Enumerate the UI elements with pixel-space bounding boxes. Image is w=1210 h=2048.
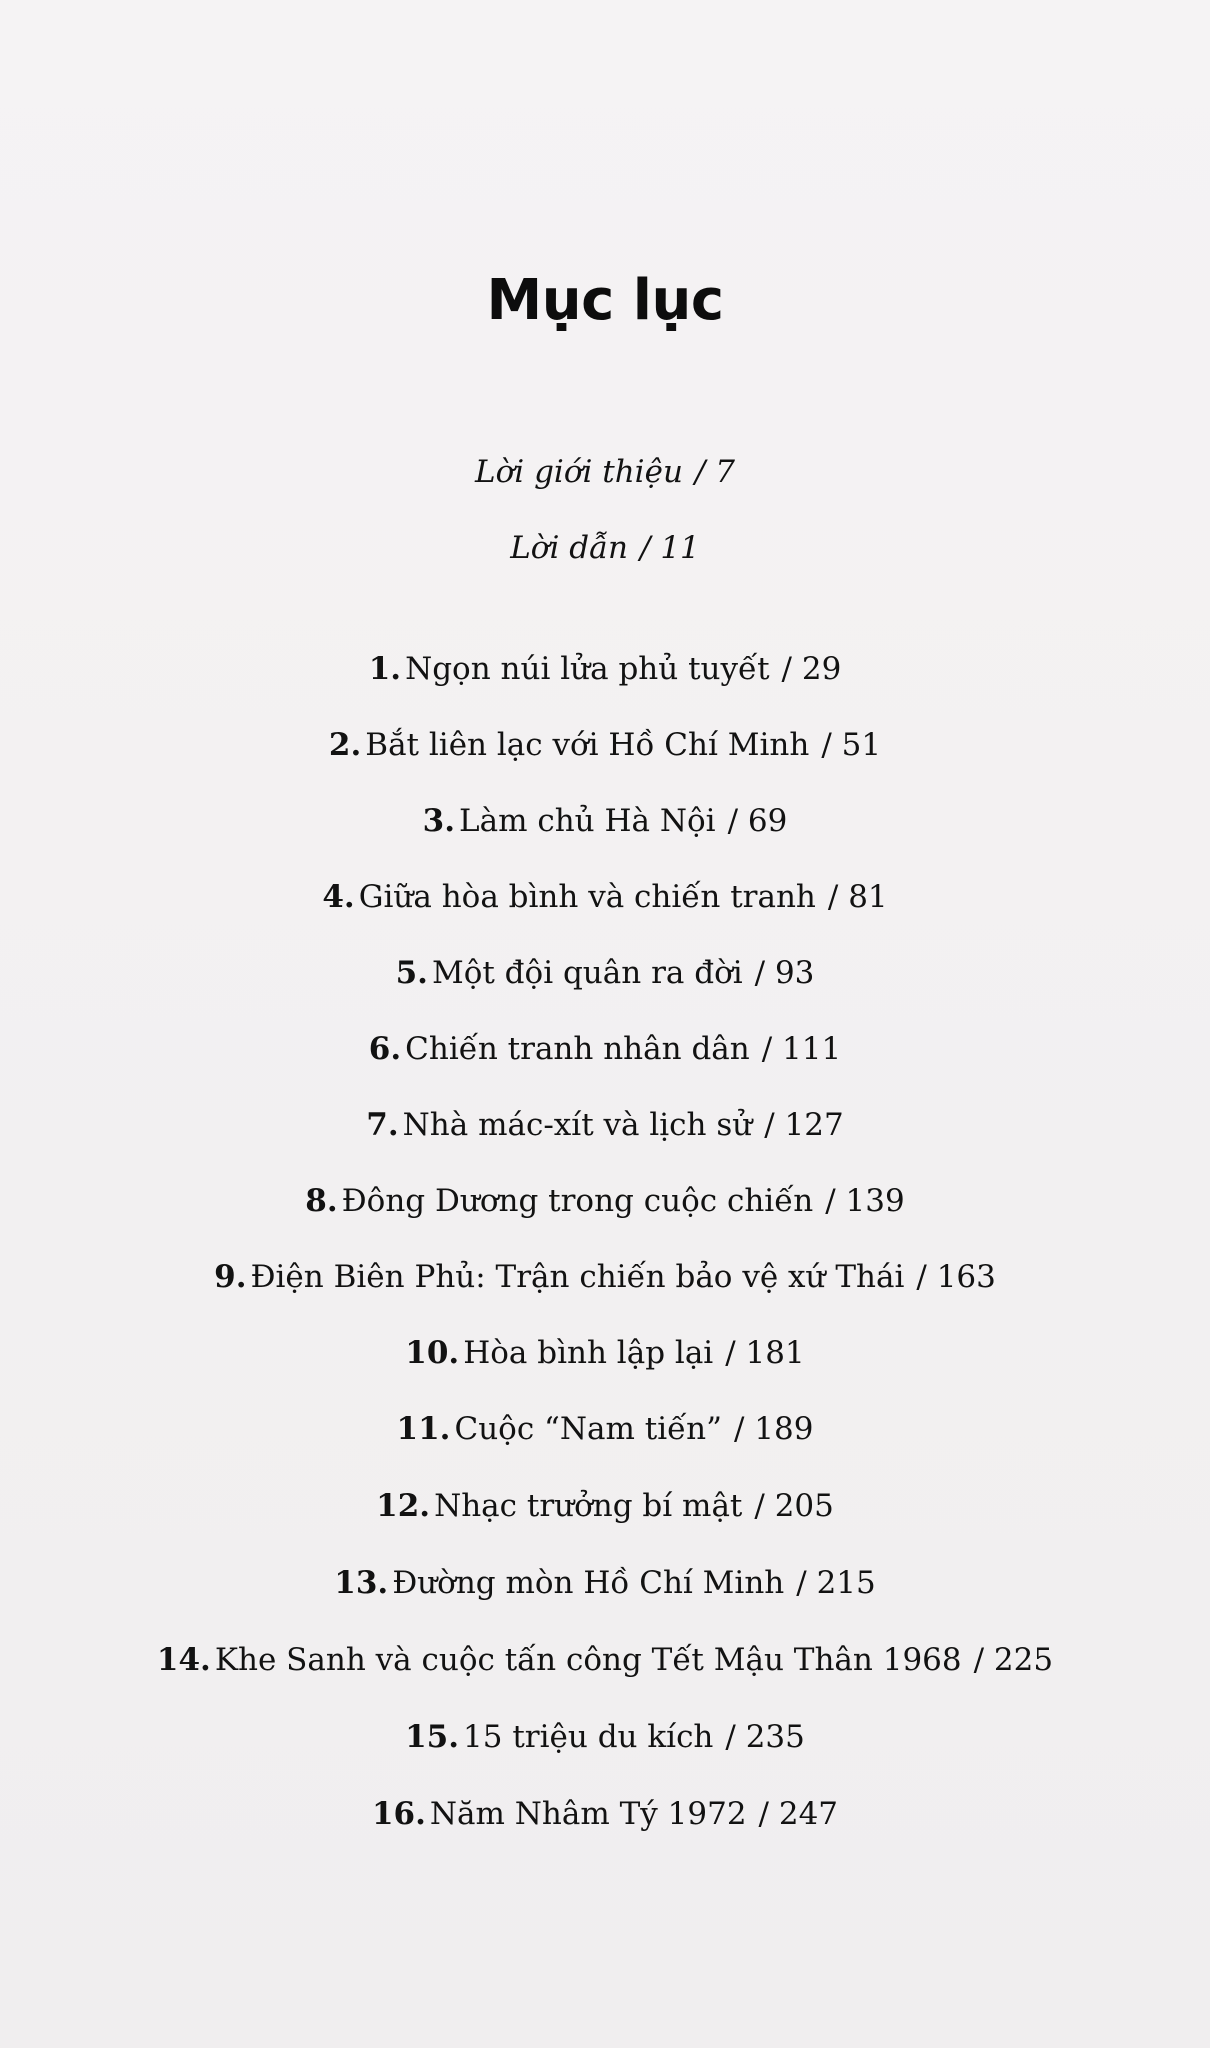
toc-entry-chapter-11: [0, 1411, 1210, 1447]
toc-entry-number: 7.: [366, 1107, 399, 1143]
toc-entry-title: Đường mòn Hồ Chí Minh: [392, 1565, 785, 1601]
toc-entry-chapter-9: [0, 1259, 1210, 1295]
toc-entry-number: 10.: [405, 1335, 460, 1371]
toc-entry-number: 13.: [334, 1565, 389, 1601]
toc-entry-chapter-5: [0, 955, 1210, 991]
toc-entry-page: / 205: [754, 1488, 834, 1524]
toc-entry-page: / 215: [796, 1565, 876, 1601]
toc-entry-number: 1.: [368, 651, 402, 687]
toc-entry-page: / 93: [754, 955, 815, 991]
toc-entry-chapter-16: [0, 1796, 1210, 1832]
toc-entry-title: Đông Dương trong cuộc chiến: [341, 1183, 814, 1219]
toc-entry-page: / 81: [827, 879, 888, 915]
toc-entry-page: / 69: [727, 803, 788, 839]
toc-entry-number: 8.: [305, 1183, 338, 1219]
toc-entry-title: Ngọn núi lửa phủ tuyết: [405, 651, 770, 687]
toc-entry-page: / 235: [725, 1719, 805, 1755]
toc-entry-title: Nhạc trưởng bí mật: [434, 1488, 743, 1524]
toc-entry-title: Khe Sanh và cuộc tấn công Tết Mậu Thân 1968: [214, 1642, 962, 1678]
page-title: Mục lục: [486, 268, 724, 333]
toc-entry-page: / 11: [640, 530, 700, 566]
toc-entry-title: Lời giới thiệu: [475, 454, 683, 490]
toc-entry-chapter-8: [0, 1183, 1210, 1219]
toc-entry-title: Chiến tranh nhân dân: [405, 1031, 750, 1067]
toc-entry-chapter-14: [0, 1642, 1210, 1678]
toc-entry-page: / 139: [825, 1183, 905, 1219]
toc-entry-chapter-6: [0, 1031, 1210, 1067]
toc-entry-title: Năm Nhâm Tý 1972: [429, 1796, 747, 1832]
toc-entry-chapter-7: [0, 1107, 1210, 1143]
toc-entry-page: / 163: [916, 1259, 996, 1295]
toc-entry-number: 4.: [322, 879, 355, 915]
toc-entry-page: / 225: [973, 1642, 1054, 1678]
toc-entry-page: / 247: [758, 1796, 839, 1832]
toc-entry-chapter-15: [0, 1719, 1210, 1755]
toc-entry-number: 6.: [368, 1031, 402, 1067]
toc-entry-number: 5.: [395, 955, 428, 991]
toc-entry-title: Hòa bình lập lại: [463, 1335, 714, 1371]
toc-entry-title: Một đội quân ra đời: [431, 955, 743, 991]
toc-entry-title: Làm chủ Hà Nội: [459, 803, 716, 839]
toc-entry-number: 12.: [376, 1488, 431, 1524]
toc-entry-chapter-4: [0, 879, 1210, 915]
toc-entry-page: / 7: [694, 454, 735, 490]
toc-entry-introduction: [0, 454, 1210, 490]
toc-entry-number: 11.: [396, 1411, 451, 1447]
toc-entry-number: 9.: [214, 1259, 247, 1295]
toc-entry-number: 14.: [156, 1642, 211, 1678]
toc-entry-preface: [0, 530, 1210, 566]
toc-entry-number: 3.: [422, 803, 456, 839]
toc-entry-chapter-10: [0, 1335, 1210, 1371]
toc-entry-chapter-3: [0, 803, 1210, 839]
toc-entry-chapter-13: [0, 1565, 1210, 1601]
toc-entry-title: Bắt liên lạc với Hồ Chí Minh: [365, 727, 810, 763]
toc-entry-chapter-2: [0, 727, 1210, 763]
toc-entry-page: / 127: [764, 1107, 844, 1143]
toc-entry-title: 15 triệu du kích: [463, 1719, 714, 1755]
toc-entry-chapter-12: [0, 1488, 1210, 1524]
toc-entry-page: / 181: [725, 1335, 805, 1371]
toc-entry-number: 2.: [328, 727, 362, 763]
toc-entry-title: Giữa hòa bình và chiến tranh: [358, 879, 816, 915]
toc-entry-number: 15.: [405, 1719, 460, 1755]
toc-entry-title: Nhà mác-xít và lịch sử: [402, 1107, 753, 1143]
toc-entry-chapter-1: [0, 651, 1210, 687]
toc-entry-page: / 51: [821, 727, 882, 763]
toc-entry-page: / 111: [761, 1031, 842, 1067]
toc-entry-title: Lời dẫn: [510, 530, 629, 566]
toc-entry-page: / 189: [734, 1411, 814, 1447]
toc-entry-page: / 29: [781, 651, 842, 687]
toc-entry-number: 16.: [371, 1796, 426, 1832]
toc-entry-title: Điện Biên Phủ: Trận chiến bảo vệ xứ Thái: [250, 1259, 905, 1295]
toc-entry-title: Cuộc “Nam tiến”: [454, 1411, 722, 1447]
